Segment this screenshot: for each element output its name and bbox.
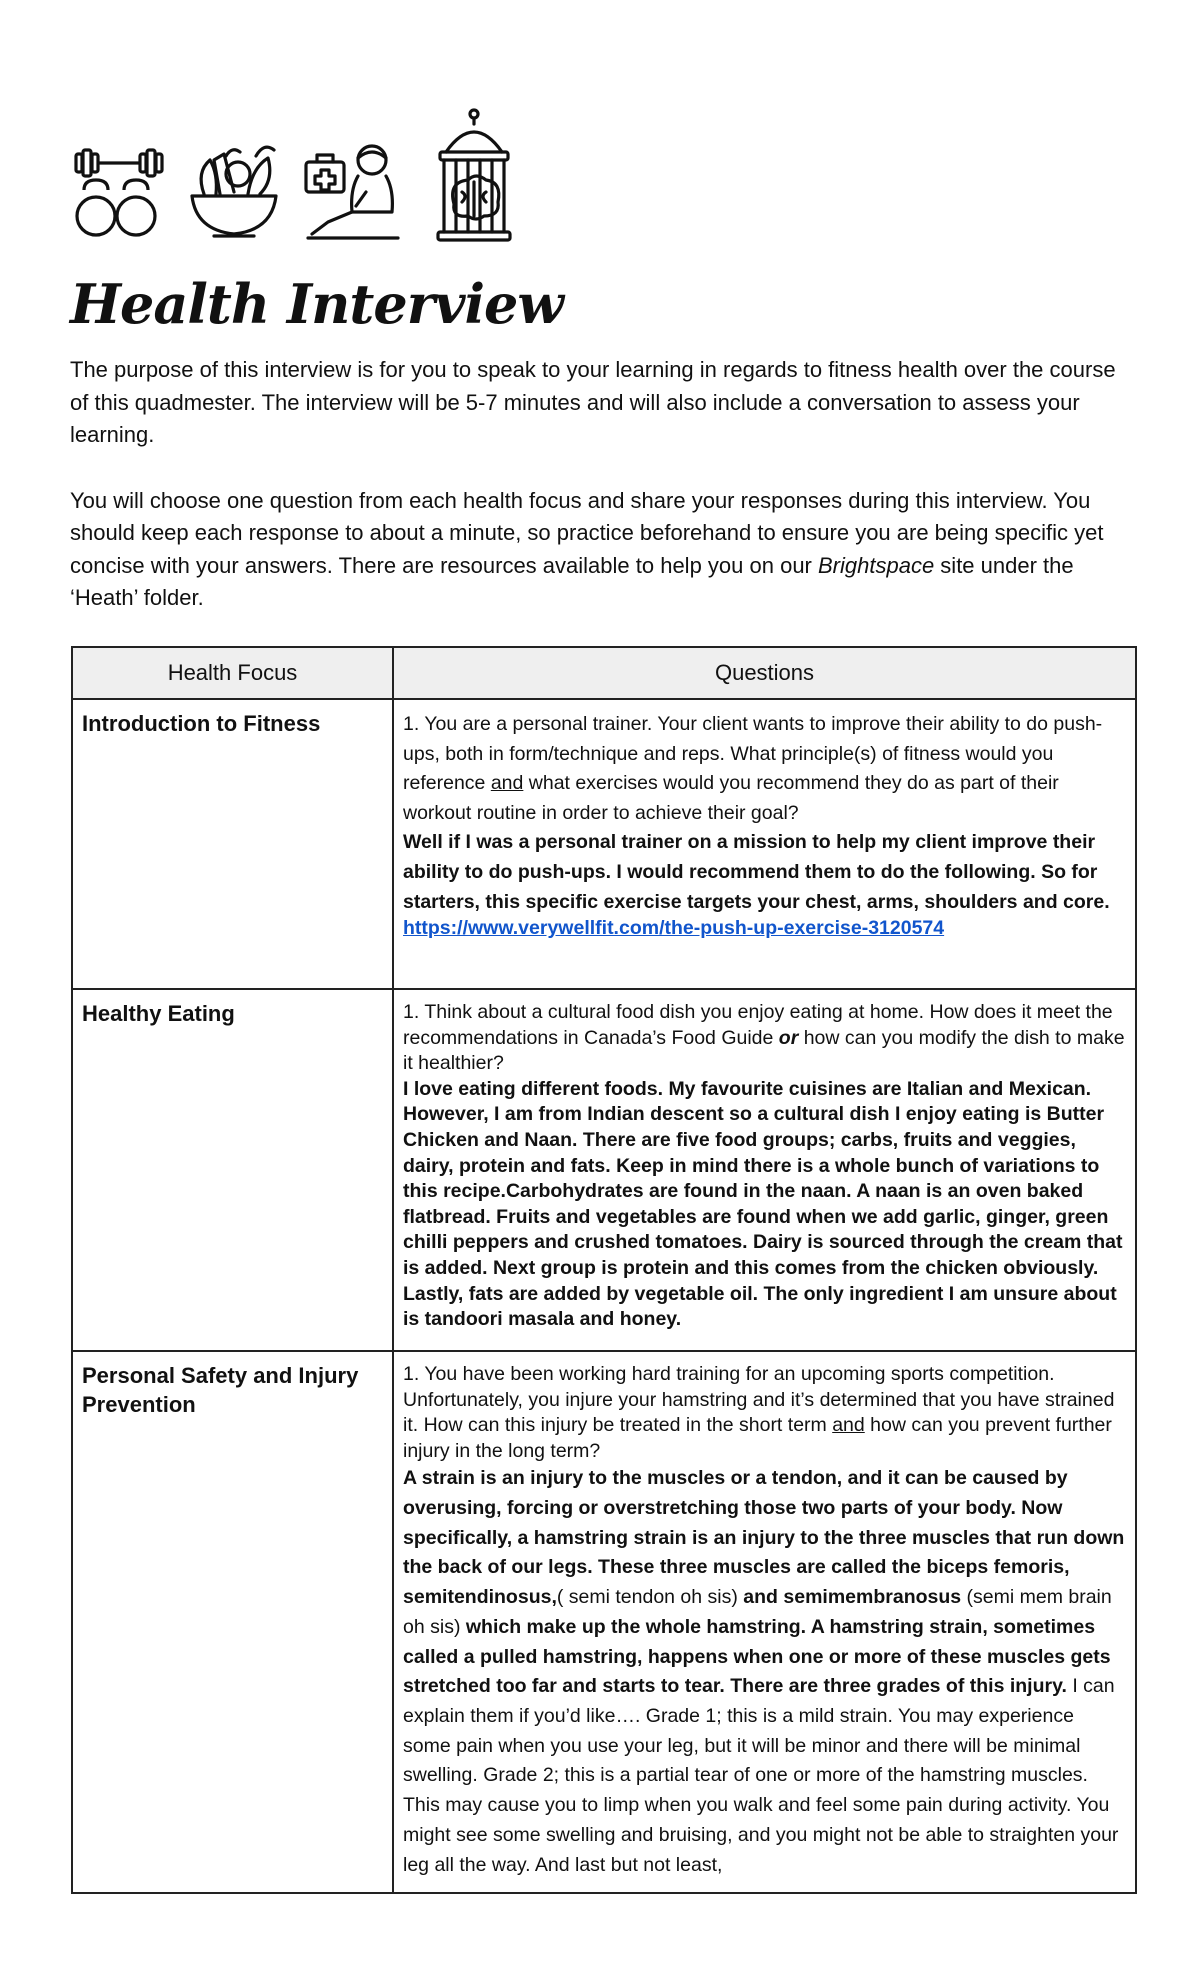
question-text-part: 1. You are a personal trainer. Your client wants to improve their ability to do push-ups, both in form/technique and reps. What principle(s) of fitness would you reference [403,713,1103,795]
focus-cell: Personal Safety and Injury Prevention [72,1351,393,1893]
first-aid-person-icon [302,108,402,244]
header-icons [74,108,534,244]
focus-cell: Introduction to Fitness [72,699,393,989]
push-up-exercise-link[interactable]: https://www.verywellfit.com/the-push-up-exercise-3120574 [403,917,945,940]
intro-text [70,354,1140,648]
question-cell [393,699,1136,989]
table-header-row [72,647,1136,699]
caged-brain-icon [426,108,522,244]
health-table [71,646,1137,1894]
question-cell [393,1351,1136,1893]
intro-paragraph-2 [70,485,1140,615]
brightspace-text: Brightspace [818,552,935,578]
question-text-part: how can you modify the dish to make it healthier? [403,1026,1125,1075]
page-title: Health Interview [70,272,563,336]
header-questions: Questions [393,647,1136,699]
question-cell [393,989,1136,1351]
answer-text [403,1464,1126,1880]
question-text [403,1000,1126,1077]
question-emphasis: or [778,1026,799,1049]
intro-paragraph-1: The purpose of this interview is for you to speak to your learning in regards to fitness health over the course of this quadmester. The interview will be 5-7 minutes and will also include a conversation to assess your learning. [70,357,1116,447]
question-text-part: how can you prevent further injury in the long term? [403,1414,1112,1462]
salad-bowl-icon [186,108,282,244]
answer-text: Well if I was a personal trainer on a mission to help my client improve their ability to do push-ups. I would recommend them to do the following. So for starters, this specific exercise targets your chest, arms, shoulders and core. [403,831,1110,913]
focus-cell: Healthy Eating [72,989,393,1351]
question-text-part: what exercises would you recommend they do as part of their workout routine in order to achieve their goal? [403,772,1059,824]
question-text-part: 1. Think about a cultural food dish you enjoy eating at home. How does it meet the recommendations in Canada’s Food Guide [403,1001,1113,1049]
intro-paragraph-2-start: You will choose one question from each health focus and share your responses during this interview. You should keep each response to about a minute, so practice beforehand to ensure you are being specific yet concise with your answers. There are resources available to help you on our [70,487,1104,578]
table-row [72,989,1136,1351]
pronunciation-note: ( semi tendon oh sis) [556,1586,744,1609]
dumbbell-kettlebell-icon [74,108,166,244]
table-row [72,699,1136,989]
intro-paragraph-2-end: site under the ‘Heath’ folder. [70,552,1074,610]
question-text [403,710,1126,828]
question-text-part: 1. You have been working hard training for an upcoming sports competition. Unfortunately, you injure your hamstring and it’s determined that you have strained it. How can this injury be treated in the short term [403,1363,1115,1437]
answer-plain-part: I can explain them if you’d like…. Grade 1; this is a mild strain. You may experience some pain when you use your leg, but it will be minor and there will be minimal swelling. Grade 2; this is a partial tear of one or more of the hamstring muscles. This may cause you to limp when you walk and feel some pain during activity. You might see some swelling and bruising, and you might not be able to straighten your leg all the way. And last but not least, [403,1675,1119,1876]
question-underline: and [832,1414,865,1437]
answer-part: A strain is an injury to the muscles or a tendon, and it can be caused by overusing, forcing or overstretching those two parts of your body. Now specifically, a hamstring strain is an injury to the three muscles that run down the back of our legs. These three muscles are called the biceps femoris, semitendinosus, [403,1467,1125,1609]
question-text [403,1362,1126,1464]
header-health-focus: Health Focus [72,647,393,699]
question-underline: and [490,772,524,795]
answer-part: which make up the whole hamstring. A hamstring strain, sometimes called a pulled hamstring, happens when one or more of these muscles gets stretched too far and starts to tear. There are three grades of this injury. [403,1615,1111,1698]
pronunciation-note: (semi mem brain oh sis) [403,1586,1112,1638]
answer-part: and semimembranosus [743,1586,962,1609]
table-row [72,1351,1136,1893]
answer-text: I love eating different foods. My favourite cuisines are Italian and Mexican. However, I am from Indian descent so a cultural dish I enjoy eating is Butter Chicken and Naan. There are five food groups; carbs, fruits and veggies, dairy, protein and fats. Keep in mind there is a whole bunch of variations to this recipe.Carbohydrates are found in the naan. A naan is an oven baked flatbread. Fruits and vegetables are found when we add garlic, ginger, green chilli peppers and crushed tomatoes. Dairy is sourced through the cream that is added. Next group is protein and this comes from the chicken obviously. Lastly, fats are added by vegetable oil. The only ingredient I am unsure about is tandoori masala and honey. [403,1077,1123,1331]
